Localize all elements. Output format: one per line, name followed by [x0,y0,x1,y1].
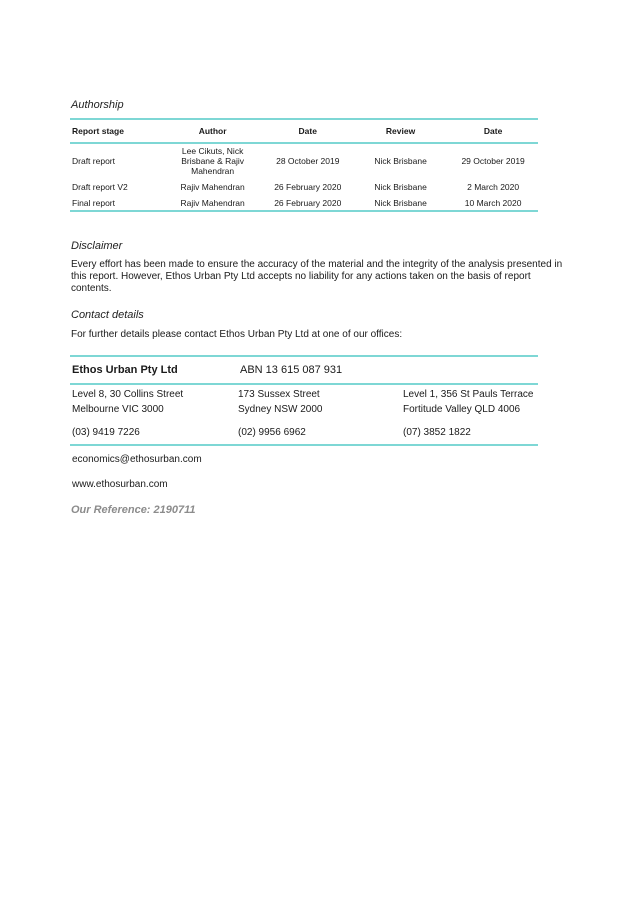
office-phone: (07) 3852 1822 [403,427,471,438]
header-review: Review [353,119,448,143]
office-phone: (03) 9419 7226 [72,427,140,438]
reference-number: Our Reference: 2190711 [71,504,196,516]
cell-review-date: 2 March 2020 [467,181,520,192]
authorship-heading: Authorship [71,99,124,111]
office-address-line1: Level 1, 356 St Pauls Terrace [403,389,534,400]
cell-author [163,143,263,178]
contact-rule-bottom [70,444,538,446]
contact-rule-top [70,355,538,357]
cell-stage: Draft report [72,156,115,166]
table-row [70,195,538,211]
cell-date: 28 October 2019 [276,156,340,166]
office-phone: (02) 9956 6962 [238,427,306,438]
office-address-line2: Melbourne VIC 3000 [72,404,164,415]
office-address-line2: Fortitude Valley QLD 4006 [403,404,521,415]
cell-review: Nick Brisbane [374,156,427,166]
cell-author: Rajiv Mahendran [180,181,245,192]
cell-review-date: 10 March 2020 [448,195,538,211]
contact-website[interactable]: www.ethosurban.com [72,479,168,490]
contact-heading: Contact details [71,309,144,321]
authorship-table [70,118,538,212]
header-review-date: Date [448,119,538,143]
office-address-line1: Level 8, 30 Collins Street [72,389,184,400]
disclaimer-heading: Disclaimer [71,240,123,252]
cell-review-date: 29 October 2019 [461,156,525,166]
cell-author: Rajiv Mahendran [163,195,263,211]
cell-review: Nick Brisbane [353,195,448,211]
table-header-row [70,119,538,143]
company-abn: ABN 13 615 087 931 [240,364,343,376]
cell-date: 26 February 2020 [263,195,353,211]
disclaimer-text: Every effort has been made to ensure the accuracy of the material and the integrity of the analysis presented in this report. However, Ethos Urban Pty Ltd accepts no liability for any actions taken on the basis of report contents. [71,259,563,294]
contact-rule-middle [70,383,538,385]
contact-email[interactable]: economics@ethosurban.com [72,454,202,465]
cell-stage: Final report [70,195,163,211]
header-author: Author [163,119,263,143]
contact-intro: For further details please contact Ethos Urban Pty Ltd at one of our offices: [71,329,403,340]
office-address-line1: 173 Sussex Street [238,389,320,400]
cell-review: Nick Brisbane [374,181,427,192]
office-address-line2: Sydney NSW 2000 [238,404,323,415]
header-report-stage: Report stage [70,119,163,143]
table-row [70,178,538,195]
cell-stage: Draft report V2 [72,181,128,192]
header-date: Date [263,119,353,143]
company-name: Ethos Urban Pty Ltd [72,364,178,376]
table-row [70,143,538,178]
cell-date: 26 February 2020 [274,181,342,192]
cell-author-text: Lee Cikuts, Nick Brisbane & Rajiv Mahendran [181,146,245,176]
